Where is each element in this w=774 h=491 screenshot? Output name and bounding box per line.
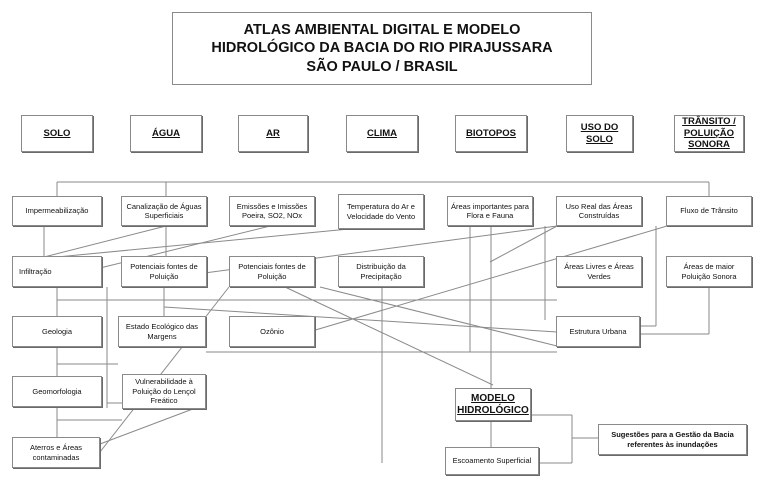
node-estado-ecologico-margens[interactable]: Estado Ecológico das Margens — [118, 316, 206, 347]
title-line-3: SÃO PAULO / BRASIL — [306, 58, 458, 75]
category-solo[interactable]: SOLO — [21, 115, 93, 152]
node-uso-real-areas[interactable]: Uso Real das Áreas Construídas — [556, 196, 642, 226]
category-ar[interactable]: AR — [238, 115, 308, 152]
node-aterros-contaminadas[interactable]: Aterros e Áreas contaminadas — [12, 437, 100, 468]
category-transito-poluicao-sonora[interactable]: TRÂNSITO / POLUIÇÃO SONORA — [674, 115, 744, 152]
title-line-2: HIDROLÓGICO DA BACIA DO RIO PIRAJUSSARA — [211, 40, 553, 57]
node-estrutura-urbana[interactable]: Estrutura Urbana — [556, 316, 640, 347]
diagram-title — [172, 12, 592, 85]
node-ozonio[interactable]: Ozônio — [229, 316, 315, 347]
category-clima[interactable]: CLIMA — [346, 115, 418, 152]
category-agua[interactable]: ÁGUA — [130, 115, 202, 152]
node-modelo-hidrologico[interactable]: MODELO HIDROLÓGICO — [455, 388, 531, 421]
node-areas-livres-verdes[interactable]: Áreas Livres e Áreas Verdes — [556, 256, 642, 287]
node-areas-flora-fauna[interactable]: Áreas importantes para Flora e Fauna — [447, 196, 533, 226]
node-vulnerabilidade-lencol[interactable]: Vulnerabilidade à Poluição do Lençol Freático — [122, 374, 206, 409]
node-sugestoes-gestao[interactable]: Sugestões para a Gestão da Bacia referentes às inundações — [598, 424, 747, 455]
node-infiltracao[interactable]: Infiltração — [12, 256, 102, 287]
node-impermeabilizacao[interactable]: Impermeabilização — [12, 196, 102, 226]
node-canalizacao[interactable]: Canalização de Águas Superficiais — [121, 196, 207, 226]
node-geomorfologia[interactable]: Geomorfologia — [12, 376, 102, 407]
node-fontes-poluicao-ar[interactable]: Potenciais fontes de Poluição — [229, 256, 315, 287]
node-fontes-poluicao-agua[interactable]: Potenciais fontes de Poluição — [121, 256, 207, 287]
node-fluxo-transito[interactable]: Fluxo de Trânsito — [666, 196, 752, 226]
node-distribuicao-precipitacao[interactable]: Distribuição da Precipitação — [338, 256, 424, 287]
category-uso-do-solo[interactable]: USO DO SOLO — [566, 115, 633, 152]
node-escoamento-superficial[interactable]: Escoamento Superficial — [445, 447, 539, 475]
category-biotopos[interactable]: BIOTOPOS — [455, 115, 527, 152]
node-geologia[interactable]: Geologia — [12, 316, 102, 347]
node-emissoes-imissoes[interactable]: Emissões e Imissões Poeira, SO2, NOx — [229, 196, 315, 226]
node-poluicao-sonora[interactable]: Áreas de maior Poluição Sonora — [666, 256, 752, 287]
title-line-1: ATLAS AMBIENTAL DIGITAL E MODELO — [243, 22, 521, 39]
node-temperatura-vento[interactable]: Temperatura do Ar e Velocidade do Vento — [338, 194, 424, 229]
